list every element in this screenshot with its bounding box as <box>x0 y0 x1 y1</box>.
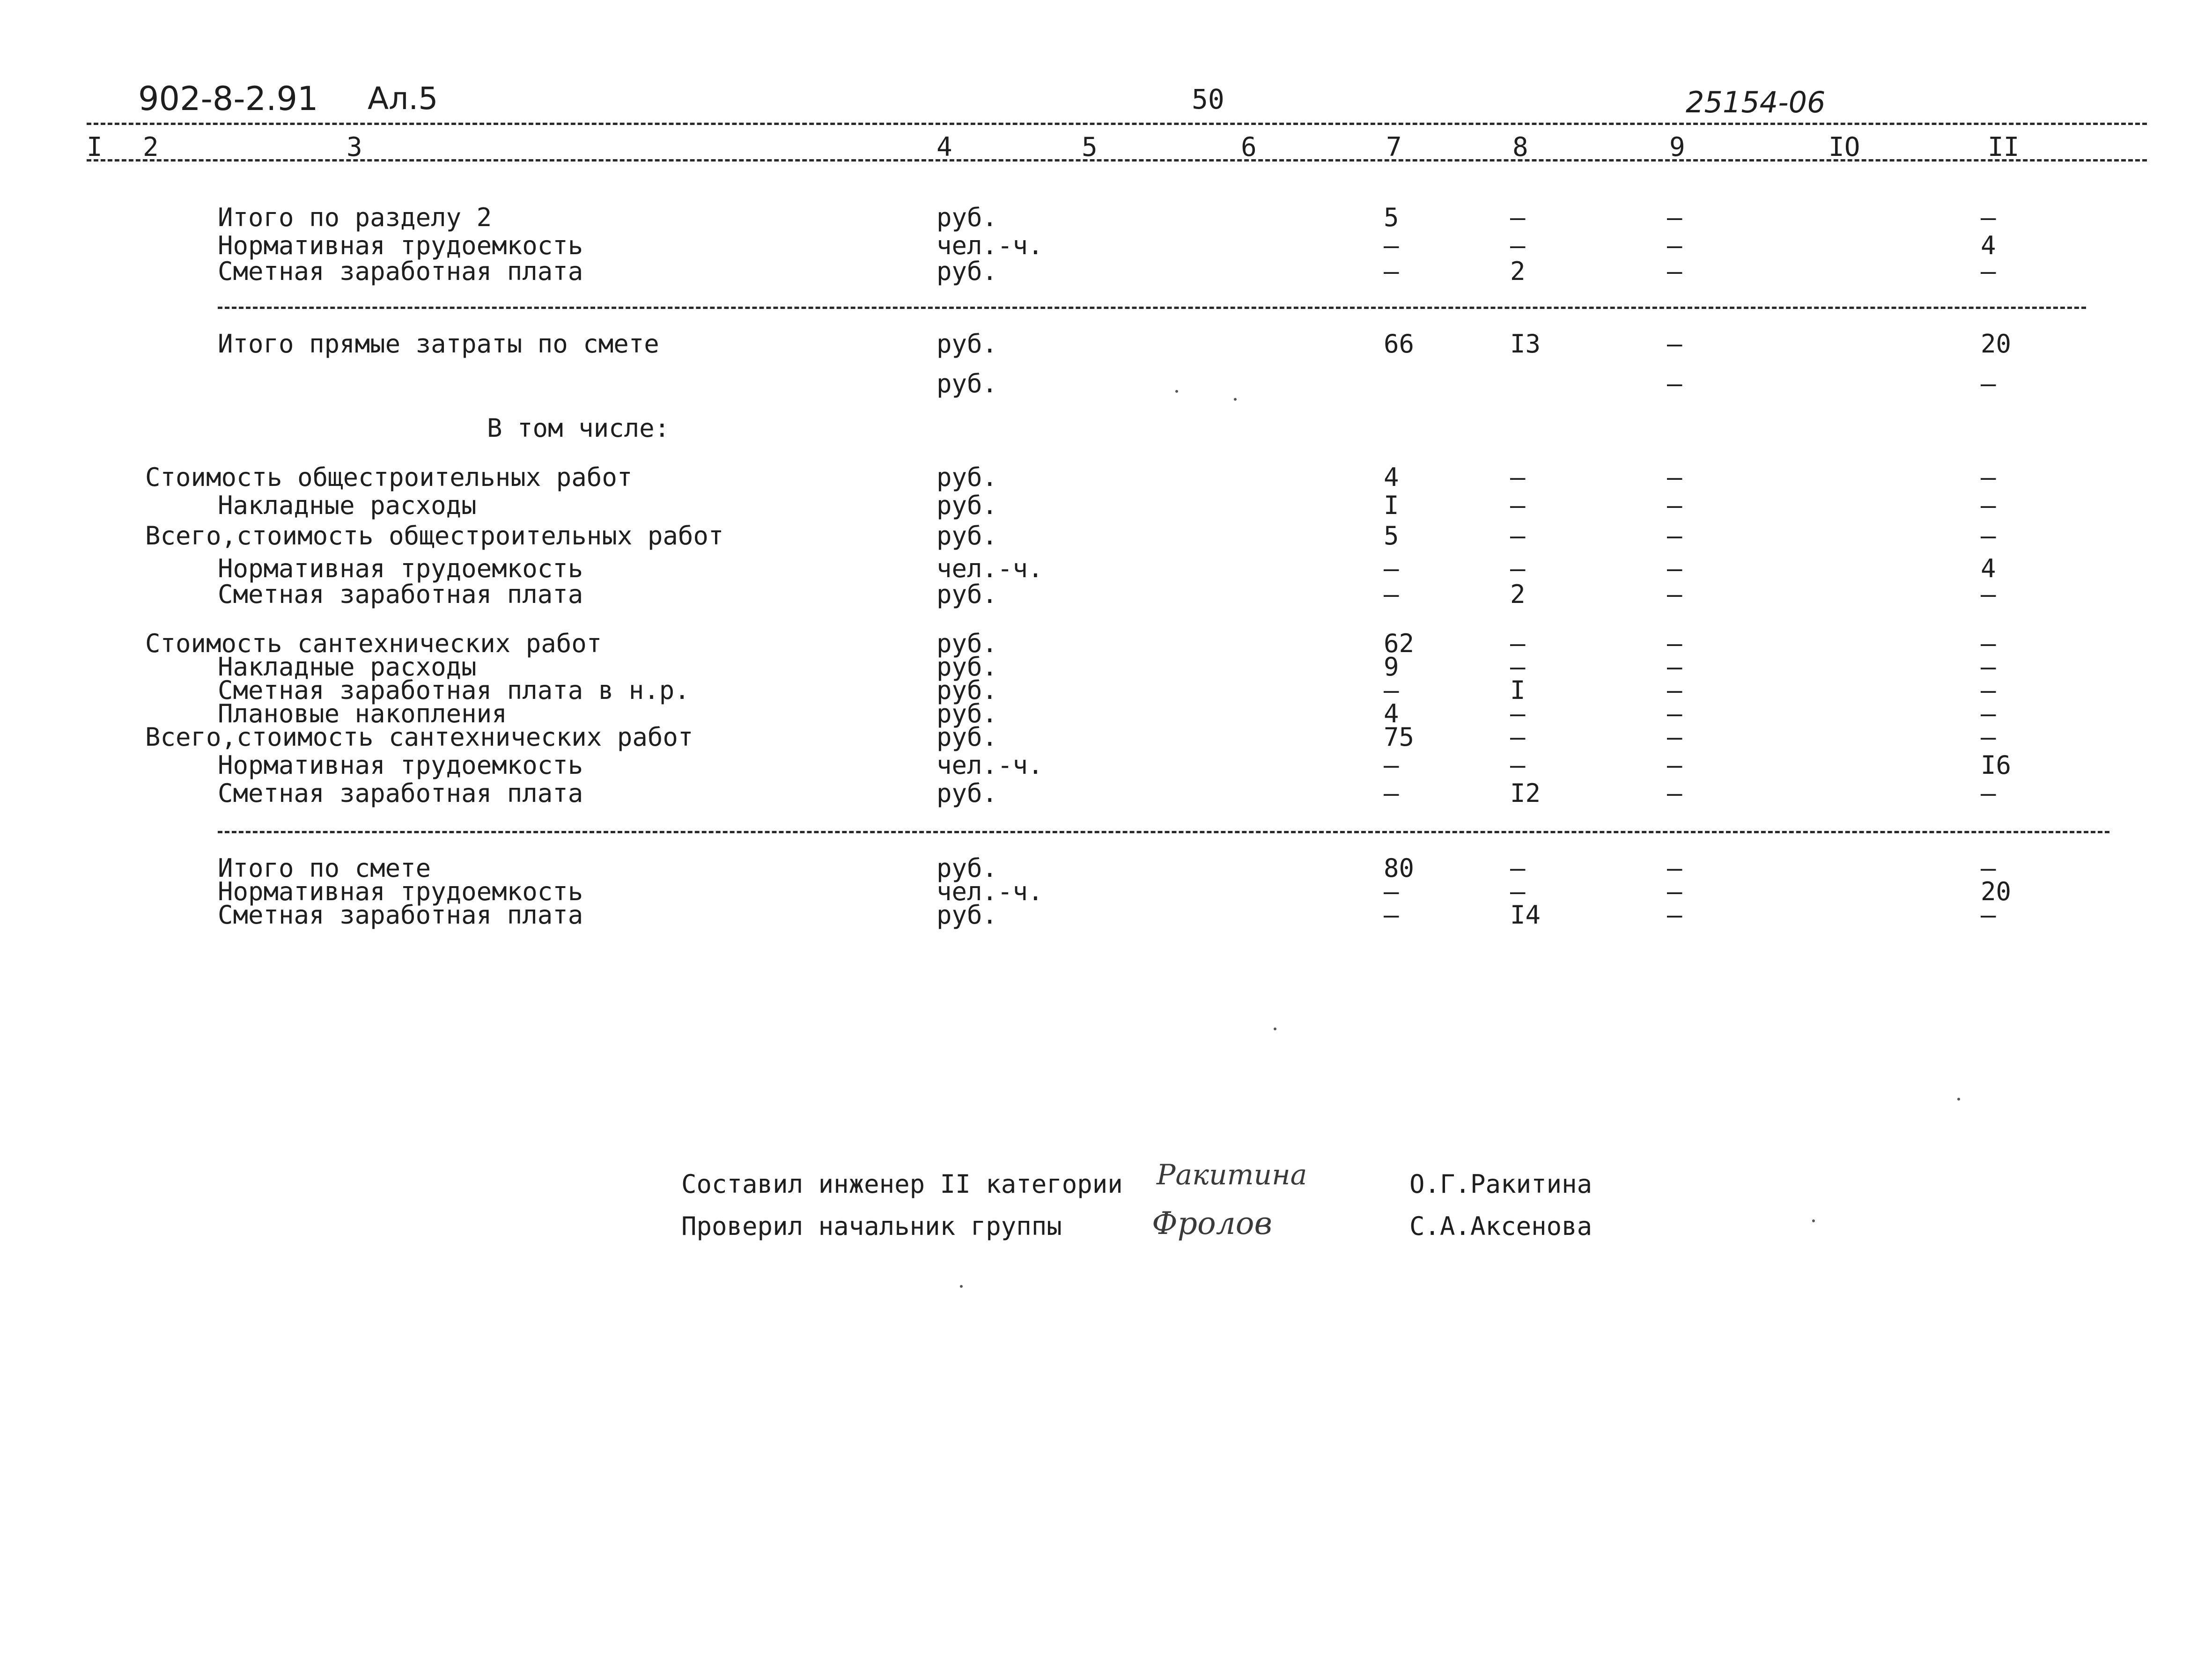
row-label: Сметная заработная плата <box>218 580 583 609</box>
row-label: В том числе: <box>487 413 670 443</box>
cell-col11: – <box>1981 675 1996 705</box>
cell-col8: – <box>1510 750 1526 780</box>
cell-col9: – <box>1667 462 1682 492</box>
cell-col8: I3 <box>1510 329 1541 359</box>
row-unit: руб. <box>936 203 998 232</box>
col-num-6: 6 <box>1241 132 1257 162</box>
cell-col11: – <box>1981 778 1996 808</box>
page-number: 50 <box>1192 83 1224 115</box>
scan-speck <box>1812 1219 1815 1222</box>
cell-col8: – <box>1510 877 1526 906</box>
row-unit: руб. <box>936 652 998 682</box>
cell-col8: I <box>1510 675 1526 705</box>
cell-col7: 4 <box>1384 699 1399 728</box>
col-num-8: 8 <box>1512 132 1528 162</box>
col-num-9: 9 <box>1669 132 1685 162</box>
row-label: Всего,стоимость общестроительных работ <box>145 521 724 551</box>
col-num-7: 7 <box>1386 132 1402 162</box>
row-label: Всего,стоимость сантехнических работ <box>145 722 693 752</box>
scan-speck <box>1234 398 1237 401</box>
row-label: Сметная заработная плата <box>218 900 583 930</box>
cell-col7: – <box>1384 900 1399 930</box>
cell-col9: – <box>1667 369 1682 398</box>
cell-col8: – <box>1510 203 1526 232</box>
col-num-2: 2 <box>143 132 159 162</box>
row-label: Сметная заработная плата <box>218 778 583 808</box>
album-number: Ал.5 <box>368 81 438 117</box>
section-rule-2 <box>218 831 2109 833</box>
cell-col8: 2 <box>1510 257 1526 286</box>
cell-col7: – <box>1384 750 1399 780</box>
cell-col11: – <box>1981 699 1996 728</box>
row-unit: руб. <box>936 778 998 808</box>
cell-col7: – <box>1384 778 1399 808</box>
cell-col7: 4 <box>1384 462 1399 492</box>
cell-col9: – <box>1667 877 1682 906</box>
row-unit: чел.-ч. <box>936 877 1043 906</box>
cell-col7: I <box>1384 491 1399 520</box>
cell-col8: – <box>1510 853 1526 883</box>
col-num-10: IO <box>1829 132 1860 162</box>
row-unit: руб. <box>936 369 998 398</box>
cell-col11: – <box>1981 722 1996 752</box>
cell-col7: – <box>1384 231 1399 260</box>
cell-col9: – <box>1667 521 1682 551</box>
signer-name-2: С.А.Аксенова <box>1409 1211 1593 1241</box>
row-label: Стоимость общестроительных работ <box>145 462 633 492</box>
cell-col7: – <box>1384 877 1399 906</box>
cell-col11: – <box>1981 369 1996 398</box>
row-label: Накладные расходы <box>218 491 477 520</box>
col-num-5: 5 <box>1082 132 1098 162</box>
row-unit: руб. <box>936 699 998 728</box>
row-unit: руб. <box>936 853 998 883</box>
row-unit: руб. <box>936 580 998 609</box>
row-label: Итого по разделу 2 <box>218 203 492 232</box>
row-label: Нормативная трудоемкость <box>218 231 583 260</box>
scan-speck <box>1274 1028 1276 1030</box>
cell-col8: – <box>1510 699 1526 728</box>
cell-col7: 5 <box>1384 203 1399 232</box>
cell-col11: – <box>1981 900 1996 930</box>
row-unit: руб. <box>936 491 998 520</box>
cell-col11: – <box>1981 652 1996 682</box>
cell-col9: – <box>1667 491 1682 520</box>
row-unit: чел.-ч. <box>936 750 1043 780</box>
cell-col9: – <box>1667 699 1682 728</box>
cell-col8: – <box>1510 554 1526 583</box>
row-label: Плановые накопления <box>218 699 507 728</box>
cell-col11: – <box>1981 853 1996 883</box>
col-num-3: 3 <box>347 132 362 162</box>
cell-col9: – <box>1667 900 1682 930</box>
signer-name-1: О.Г.Ракитина <box>1409 1169 1593 1199</box>
row-unit: руб. <box>936 462 998 492</box>
cell-col8: 2 <box>1510 580 1526 609</box>
cell-col8: – <box>1510 722 1526 752</box>
cell-col8: – <box>1510 652 1526 682</box>
col-num-1: I <box>87 132 103 162</box>
cell-col11: – <box>1981 257 1996 286</box>
cell-col11: 20 <box>1981 877 2012 906</box>
row-label: Нормативная трудоемкость <box>218 554 583 583</box>
cell-col8: – <box>1510 231 1526 260</box>
row-unit: руб. <box>936 257 998 286</box>
cell-col7: – <box>1384 580 1399 609</box>
signature-1: Ракитина <box>1157 1159 1307 1191</box>
row-label: Нормативная трудоемкость <box>218 750 583 780</box>
cell-col9: – <box>1667 554 1682 583</box>
col-num-4: 4 <box>936 132 952 162</box>
cell-col9: – <box>1667 778 1682 808</box>
cell-col11: – <box>1981 203 1996 232</box>
cell-col9: – <box>1667 329 1682 359</box>
cell-col11: – <box>1981 491 1996 520</box>
cell-col9: – <box>1667 231 1682 260</box>
cell-col11: 4 <box>1981 231 1996 260</box>
cell-col9: – <box>1667 652 1682 682</box>
row-unit: руб. <box>936 900 998 930</box>
section-rule-1 <box>218 307 2086 309</box>
cell-col11: 20 <box>1981 329 2012 359</box>
cell-col8: – <box>1510 462 1526 492</box>
cell-col9: – <box>1667 203 1682 232</box>
row-label: Стоимость сантехнических работ <box>145 629 602 658</box>
cell-col11: 4 <box>1981 554 1996 583</box>
cell-col7: 62 <box>1384 629 1415 658</box>
signature-2: Фролов <box>1152 1205 1272 1241</box>
cell-col9: – <box>1667 629 1682 658</box>
row-label: Сметная заработная плата в н.р. <box>218 675 690 705</box>
row-unit: чел.-ч. <box>936 231 1043 260</box>
cell-col7: 5 <box>1384 521 1399 551</box>
signer-role-2: Проверил начальник группы <box>681 1211 1062 1241</box>
cell-col9: – <box>1667 750 1682 780</box>
row-unit: руб. <box>936 722 998 752</box>
cell-col8: I4 <box>1510 900 1541 930</box>
cell-col7: 80 <box>1384 853 1415 883</box>
row-label: Накладные расходы <box>218 652 477 682</box>
cell-col11: I6 <box>1981 750 2012 780</box>
row-unit: руб. <box>936 675 998 705</box>
cell-col7: 9 <box>1384 652 1399 682</box>
row-label: Итого по смете <box>218 853 431 883</box>
row-label: Итого прямые затраты по смете <box>218 329 659 359</box>
cell-col7: – <box>1384 257 1399 286</box>
cell-col8: – <box>1510 491 1526 520</box>
cell-col8: – <box>1510 521 1526 551</box>
cell-col7: 66 <box>1384 329 1415 359</box>
cell-col7: – <box>1384 554 1399 583</box>
row-label: Нормативная трудоемкость <box>218 877 583 906</box>
doc-code: 902-8-2.91 <box>138 80 318 118</box>
cell-col7: – <box>1384 675 1399 705</box>
header-rule-top <box>87 123 2147 125</box>
row-unit: руб. <box>936 629 998 658</box>
signer-role-1: Составил инженер II категории <box>681 1169 1123 1199</box>
row-label: Сметная заработная плата <box>218 257 583 286</box>
scan-speck <box>1957 1098 1960 1101</box>
cell-col11: – <box>1981 521 1996 551</box>
scan-speck <box>960 1285 963 1288</box>
cell-col8: – <box>1510 629 1526 658</box>
cell-col8: I2 <box>1510 778 1541 808</box>
scan-speck <box>1175 390 1178 393</box>
cell-col9: – <box>1667 675 1682 705</box>
cell-col11: – <box>1981 580 1996 609</box>
cell-col11: – <box>1981 462 1996 492</box>
col-num-11: II <box>1988 132 2020 162</box>
cell-col9: – <box>1667 722 1682 752</box>
cell-col9: – <box>1667 257 1682 286</box>
cell-col11: – <box>1981 629 1996 658</box>
inventory-number: 25154-06 <box>1686 85 1826 119</box>
row-unit: руб. <box>936 329 998 359</box>
cell-col9: – <box>1667 580 1682 609</box>
cell-col9: – <box>1667 853 1682 883</box>
cell-col7: 75 <box>1384 722 1415 752</box>
row-unit: чел.-ч. <box>936 554 1043 583</box>
row-unit: руб. <box>936 521 998 551</box>
